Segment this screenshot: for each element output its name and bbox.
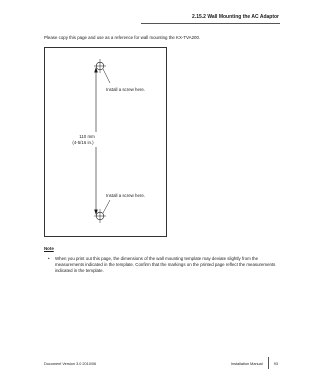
header-rule: [141, 23, 280, 24]
top-screw-label: Install a screw here.: [106, 87, 146, 92]
section-header: 2.15.2 Wall Mounting the AC Adaptor: [192, 14, 279, 20]
note-text: When you print out this page, the dimensions of the wall mounting template may deviate slightly from the measurements indicated in the template. Confirm that the markings on the printed page reflect the measurements indicated in the template.: [55, 256, 276, 273]
top-leader-line: [103, 69, 110, 83]
footer-manual-info: [231, 362, 278, 366]
footer-manual-name: Installation Manual: [230, 362, 263, 366]
distance-mm-label: 110 mm: [79, 134, 95, 139]
footer-page-number: 93: [273, 362, 278, 366]
bottom-leader-line: [103, 200, 110, 213]
footer-document-version: Document Version 3.0 2010/06: [44, 362, 97, 366]
dimension-arrow: [94, 67, 98, 215]
note-heading: Note: [44, 246, 54, 251]
template-drawing: [44, 47, 167, 237]
note-bullet: •: [48, 256, 50, 261]
bottom-screw-label: Install a screw here.: [106, 193, 146, 198]
distance-in-label: (4-5/16 in.): [72, 140, 94, 145]
intro-text: Please copy this page and use as a reference for wall mounting the KX-TVA200.: [44, 35, 201, 40]
